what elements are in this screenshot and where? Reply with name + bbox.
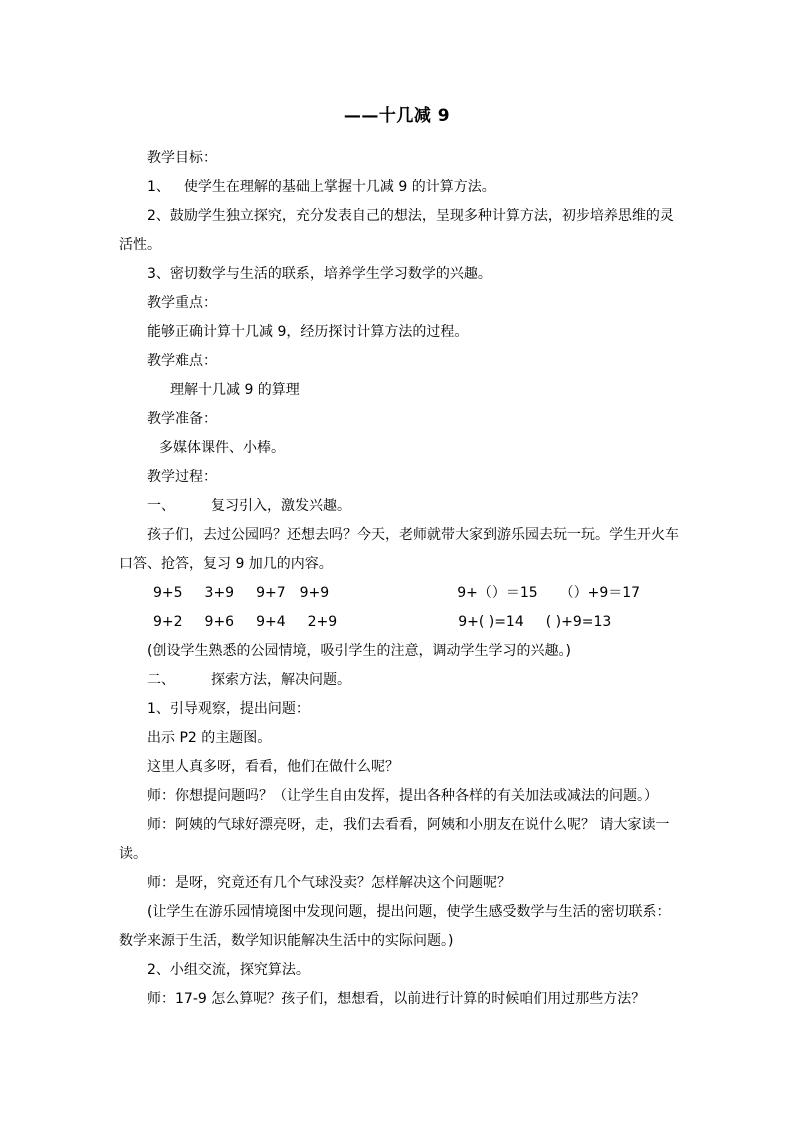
note-1: (创设学生熟悉的公园情境，吸引学生的注意，调动学生学习的兴趣。) (147, 643, 571, 659)
note-2: (让学生在游乐园情境图中发现问题，提出问题，使学生感受数学与生活的密切联系：数学来源于生活，数学知识能解决生活中的实际问题。) (119, 903, 671, 949)
review-row-2 (119, 612, 679, 632)
step-2-number: 二、 (147, 672, 175, 688)
lesson-content (119, 148, 679, 1018)
review-item: 9+（）＝15 (457, 585, 538, 601)
goal-3: 3、密切数学与生活的联系，培养学生学习数学的兴趣。 (147, 266, 492, 282)
sub-step-2: 2、小组交流，探究算法。 (147, 962, 310, 978)
review-item: 9+6 (204, 614, 235, 630)
show-figure: 出示 P2 的主题图。 (147, 730, 272, 746)
step-2-text: 探索方法，解决问题。 (211, 672, 351, 688)
step-2-heading (119, 670, 679, 690)
question-1: 这里人真多呀，看看，他们在做什么呢？ (147, 759, 399, 775)
review-item: 2+9 (307, 614, 338, 630)
difficulty-heading: 教学难点： (147, 353, 217, 369)
review-item: 9+9 (299, 585, 330, 601)
sub-step-1: 1、引导观察，提出问题： (147, 701, 310, 717)
teacher-line-2: 师：阿姨的气球好漂亮呀，走，我们去看看，阿姨和小朋友在说什么呢？ 请大家读一读。 (119, 816, 670, 862)
goal-1-text: 使学生在理解的基础上掌握十几减 9 的计算方法。 (183, 179, 496, 195)
step-1-text: 复习引入，激发兴趣。 (211, 498, 351, 514)
key-text: 能够正确计算十几减 9，经历探讨计算方法的过程。 (147, 324, 469, 340)
review-item: （）+9＝17 (559, 585, 641, 601)
teacher-line-3: 师：是呀，究竟还有几个气球没卖？怎样解决这个问题呢？ (147, 875, 511, 891)
process-heading: 教学过程： (147, 469, 217, 485)
intro-paragraph: 孩子们，去过公园吗？还想去吗？今天，老师就带大家到游乐园去玩一玩。学生开火车口答、抢答，复习 9 加几的内容。 (119, 526, 679, 572)
review-item: 3+9 (204, 585, 235, 601)
goal-heading: 教学目标： (147, 150, 217, 166)
teacher-line-4: 师：17-9 怎么算呢？孩子们，想想看，以前进行计算的时候咱们用过那些方法？ (147, 991, 646, 1007)
goal-1 (119, 177, 679, 197)
review-item: 9+4 (256, 614, 286, 630)
prep-heading: 教学准备： (147, 411, 217, 427)
teacher-line-1: 师：你想提问题吗？（让学生自由发挥，提出各种各样的有关加法或减法的问题。） (147, 788, 658, 804)
page-title: ——十几减 9 (343, 106, 451, 126)
prep-text: 多媒体课件、小棒。 (159, 440, 285, 456)
review-item: ( )+9=13 (545, 614, 612, 630)
difficulty-text: 理解十几减 9 的算理 (170, 382, 300, 398)
review-item: 9+7 (256, 585, 286, 601)
step-1-heading (119, 496, 679, 516)
review-item: 9+5 (153, 585, 183, 601)
key-heading: 教学重点： (147, 295, 217, 311)
review-item: 9+2 (153, 614, 183, 630)
goal-2: 2、鼓励学生独立探究，充分发表自己的想法，呈现多种计算方法，初步培养思维的灵活性。 (119, 207, 674, 253)
review-item: 9+( )=14 (458, 614, 524, 630)
goal-1-number: 1、 (147, 179, 170, 195)
step-1-number: 一、 (147, 498, 175, 514)
review-row-1 (119, 583, 679, 603)
